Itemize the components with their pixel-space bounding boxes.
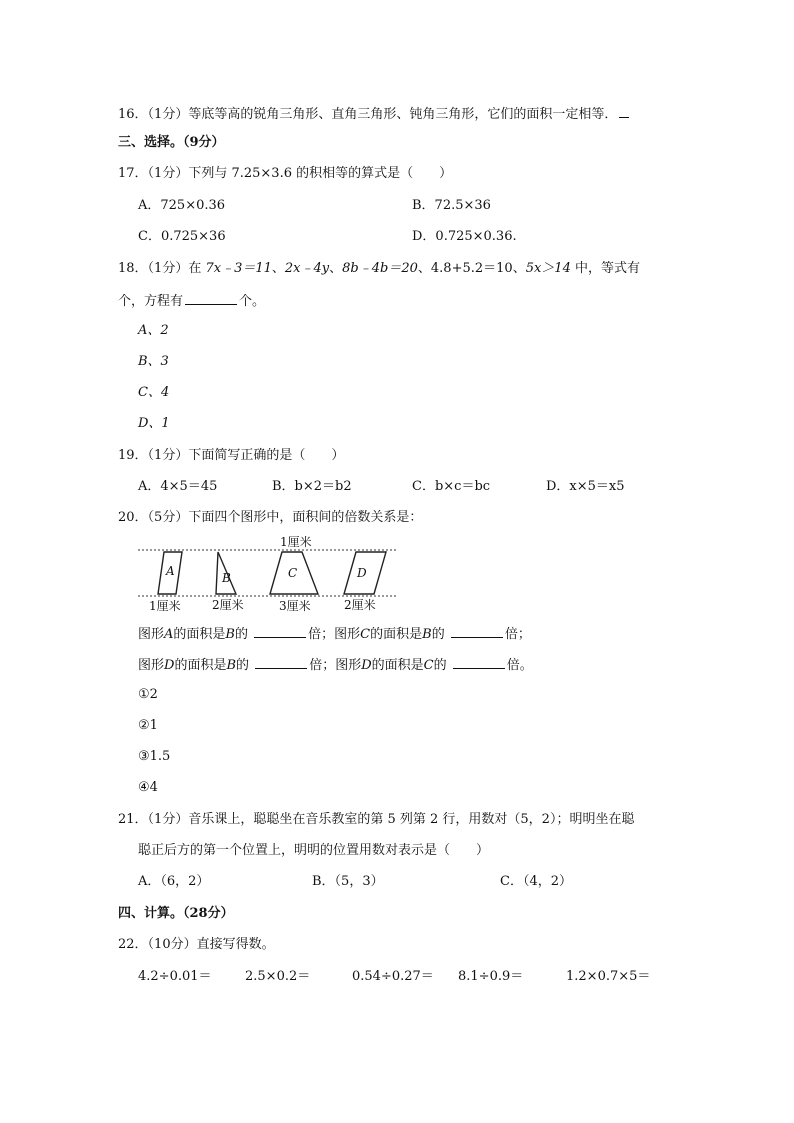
question-18-line2 (118, 291, 265, 311)
option-a[interactable]: A．4×5＝45 (138, 479, 218, 494)
answer-blank[interactable] (185, 291, 237, 305)
option-b[interactable]: B．72.5×36 (412, 198, 491, 213)
question-18: 18．（1分）在 7x﹣3＝11、2x﹣4y、8b﹣4b＝20、4.8+5.2＝10、5x＞14 中，等式有 (118, 261, 640, 276)
question-text: 个，方程有 (118, 294, 184, 309)
option-b[interactable]: B．（5，3） (312, 874, 384, 889)
option-a[interactable]: A．725×0.36 (138, 198, 226, 213)
section-title-4: 四、计算。（28分） (118, 906, 234, 921)
choice-2[interactable]: ②1 (138, 718, 158, 733)
text: 的 (234, 627, 248, 642)
question-number: 21． (118, 812, 148, 827)
section-title-3: 三、选择。（9分） (118, 135, 225, 150)
answer-blank[interactable] (451, 624, 503, 638)
shape-ref: C (360, 627, 371, 642)
option-d[interactable]: D．x×5＝x5 (546, 479, 625, 494)
question-score: （1分） (147, 812, 189, 827)
text: 图形 (138, 658, 165, 673)
text: 倍；图形 (309, 658, 362, 673)
shape-ref: D (164, 658, 175, 673)
option-c[interactable]: C．b×c＝bc (412, 479, 491, 494)
calc-item-1: 4.2÷0.01＝ (138, 969, 212, 984)
calc-item-5: 1.2×0.7×5＝ (566, 969, 651, 984)
expression-4: 4.8+5.2＝10 (430, 261, 513, 276)
question-score: （10分） (147, 937, 197, 952)
shape-d-label: D (357, 566, 367, 580)
question-number: 19． (118, 448, 148, 463)
question-text: 下面简写正确的是（ ） (188, 448, 345, 463)
choice-3[interactable]: ③1.5 (138, 749, 171, 764)
question-text: 等底等高的锐角三角形、直角三角形、钝角三角形，它们的面积一定相等． (188, 107, 618, 122)
question-number: 18． (118, 261, 148, 276)
answer-blank[interactable] (254, 624, 306, 638)
text: 倍； (504, 627, 531, 642)
option-c[interactable]: C．0.725×36 (138, 229, 226, 244)
text: 倍；图形 (308, 627, 361, 642)
calc-item-2: 2.5×0.2＝ (245, 969, 311, 984)
question-text: 在 (188, 261, 206, 276)
shape-b-label: B (222, 571, 231, 585)
shape-c-label: C (288, 566, 298, 580)
option-d[interactable]: D、1 (138, 416, 170, 431)
calc-item-3: 0.54÷0.27＝ (352, 969, 434, 984)
shape-ref: B (422, 627, 432, 642)
option-b[interactable]: B、3 (138, 354, 169, 369)
question-22 (118, 936, 275, 954)
text: 的面积是 (370, 627, 423, 642)
shape-ref: D (361, 658, 372, 673)
question-text: 下面四个图形中，面积间的倍数关系是： (188, 510, 423, 525)
question-score: （5分） (147, 510, 189, 525)
question-21 (118, 811, 634, 829)
question-score: （1分） (147, 261, 189, 276)
option-a[interactable]: A、2 (138, 323, 169, 338)
option-a[interactable]: A．（6，2） (138, 874, 210, 889)
shape-ref: B (226, 658, 237, 673)
shape-c-base-label: 3厘米 (279, 599, 311, 613)
text: 的 (431, 627, 445, 642)
option-b[interactable]: B．b×2＝b2 (272, 479, 352, 494)
text: 图形 (138, 627, 165, 642)
question-score: （1分） (147, 107, 189, 122)
question-text: 中，等式有 (570, 261, 640, 276)
answer-blank[interactable] (453, 655, 505, 669)
shapes-figure (138, 532, 396, 614)
question-text: 下列与 7.25×3.6 的积相等的算式是（ ） (188, 166, 453, 181)
question-17 (118, 165, 452, 183)
shape-ref: C (423, 658, 434, 673)
question-20-line2 (138, 655, 533, 675)
text: 的面积是 (174, 658, 227, 673)
expression-3: 8b﹣4b＝20 (342, 261, 418, 276)
text: 的面积是 (371, 658, 424, 673)
question-number: 16． (118, 107, 148, 122)
shape-ref: B (225, 627, 235, 642)
shape-a-label: A (166, 564, 175, 578)
text: 的面积是 (173, 627, 226, 642)
choice-1[interactable]: ①2 (138, 687, 158, 702)
question-20-line1 (138, 624, 531, 644)
expression-1: 7x﹣3＝11 (205, 261, 272, 276)
option-d[interactable]: D．0.725×0.36. (412, 229, 517, 244)
calc-item-4: 8.1÷0.9＝ (458, 969, 524, 984)
shape-a-base-label: 1厘米 (149, 599, 181, 613)
shape-b-base-label: 2厘米 (212, 598, 244, 612)
answer-blank[interactable] (619, 104, 629, 118)
question-number: 20． (118, 510, 148, 525)
text: 的 (236, 658, 250, 673)
shape-d-base-label: 2厘米 (344, 598, 376, 612)
question-score: （1分） (147, 166, 189, 181)
question-20 (118, 509, 422, 527)
question-score: （1分） (147, 448, 189, 463)
expression-2: 2x﹣4y (284, 261, 330, 276)
question-text: 个。 (239, 294, 266, 309)
choice-4[interactable]: ④4 (138, 780, 158, 795)
option-c[interactable]: C、4 (138, 385, 170, 400)
expression-5: 5x＞14 (525, 261, 571, 276)
option-c[interactable]: C．（4，2） (500, 874, 572, 889)
question-16 (118, 104, 631, 124)
top-length-label: 1厘米 (280, 535, 312, 549)
question-number: 22． (118, 937, 148, 952)
question-19 (118, 447, 344, 465)
text: 的 (433, 658, 447, 673)
question-text: 音乐课上，聪聪坐在音乐教室的第 5 列第 2 行，用数对（5，2）；明明坐在聪 (188, 812, 635, 827)
question-21-line2: 聪正后方的第一个位置上，明明的位置用数对表示是（ ） (138, 843, 490, 858)
question-number: 17． (118, 166, 148, 181)
text: 倍。 (506, 658, 533, 673)
question-text: 直接写得数。 (196, 937, 275, 952)
answer-blank[interactable] (255, 655, 307, 669)
shape-ref: A (164, 627, 174, 642)
